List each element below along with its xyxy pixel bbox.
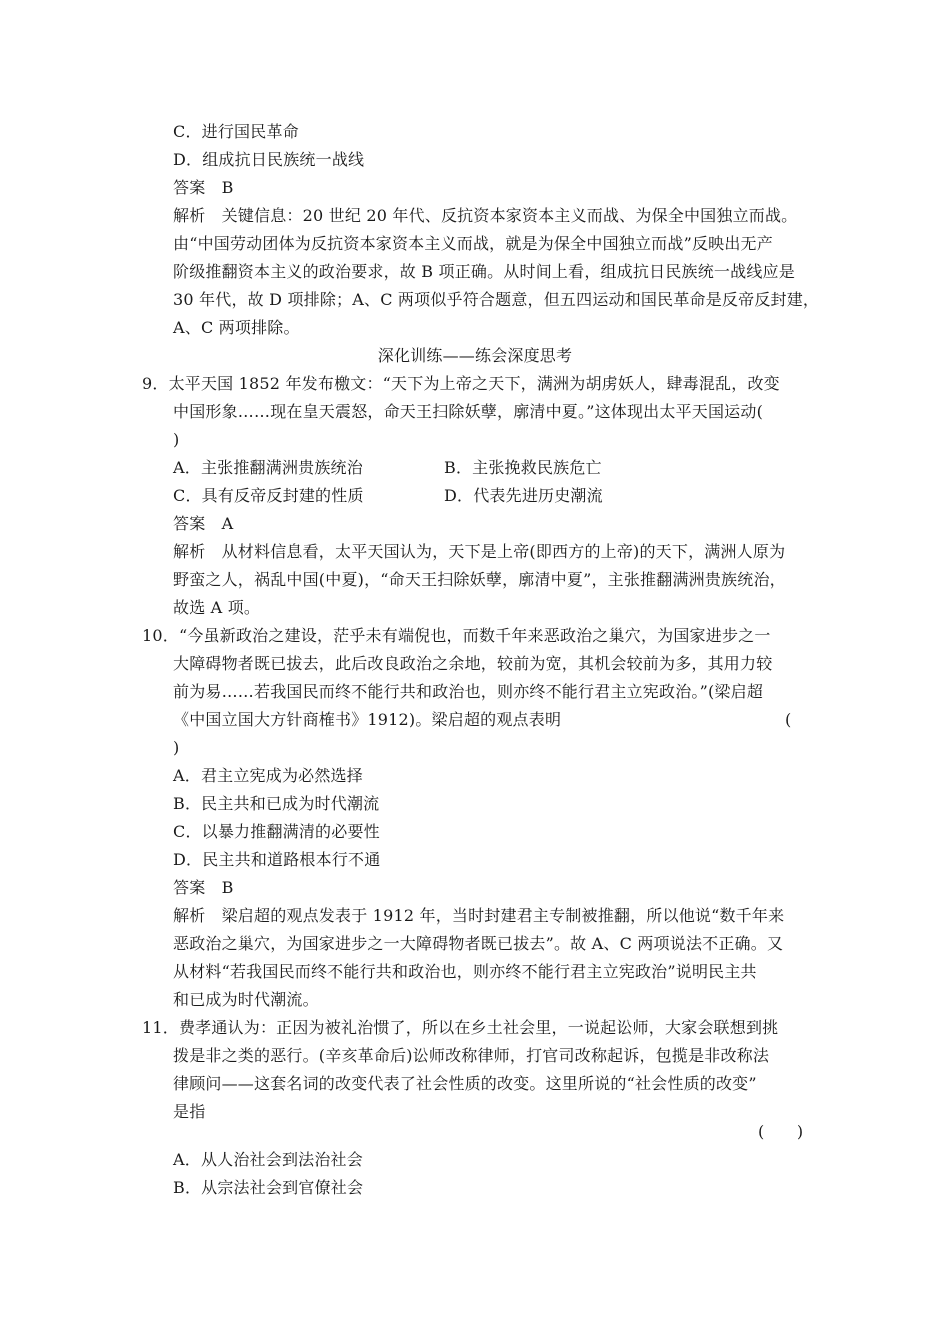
q10-option-d: D．民主共和道路根本行不通 <box>173 850 381 869</box>
q11-option-a: A．从人治社会到法治社会 <box>173 1150 363 1169</box>
q10-option-a: A．君主立宪成为必然选择 <box>173 766 363 785</box>
q8-analysis-line: 由“中国劳动团体为反抗资本家资本主义而战，就是为保全中国独立而战”反映出无产 <box>173 234 773 253</box>
q9-analysis-line: 解析 从材料信息看，太平天国认为，天下是上帝(即西方的上帝)的天下，满洲人原为 <box>173 542 786 561</box>
q11-stem-line: 是指 <box>173 1102 206 1121</box>
q11-stem-line: 律顾问——这套名词的改变代表了社会性质的改变。这里所说的“社会性质的改变” <box>173 1074 757 1093</box>
q8-option-d: D．组成抗日民族统一战线 <box>173 150 365 169</box>
q10-analysis-line: 和已成为时代潮流。 <box>173 990 319 1009</box>
q10-stem-line: 大障碍物者既已拔去，此后改良政治之余地，较前为宽，其机会较前为多，其用力较 <box>173 654 773 673</box>
q11-stem-line: 11．费孝通认为：正因为被礼治惯了，所以在乡土社会里，一说起讼师，大家会联想到挑 <box>142 1018 779 1037</box>
q10-option-b: B．民主共和已成为时代潮流 <box>173 794 380 813</box>
q10-bracket-open: ( <box>785 710 792 729</box>
q8-analysis-line: 解析 关键信息：20 世纪 20 年代、反抗资本家资本主义而战、为保全中国独立而战。 <box>173 206 798 225</box>
q9-option-a: A．主张推翻满洲贵族统治 <box>173 458 363 477</box>
q8-analysis-line: 30 年代，故 D 项排除；A、C 两项似乎符合题意，但五四运动和国民革命是反帝反封建， <box>173 290 820 309</box>
q9-option-b: B．主张挽救民族危亡 <box>444 458 602 477</box>
q9-analysis-line: 故选 A 项。 <box>173 598 261 617</box>
q10-bracket-close: ) <box>173 738 180 757</box>
q9-option-c: C．具有反帝反封建的性质 <box>173 486 364 505</box>
q9-stem-line: 9．太平天国 1852 年发布檄文：“天下为上帝之天下，满洲为胡虏妖人，肆毒混乱，改变 <box>142 374 780 393</box>
q9-option-d: D．代表先进历史潮流 <box>444 486 603 505</box>
q10-analysis-line: 解析 梁启超的观点发表于 1912 年，当时封建君主专制被推翻，所以他说“数千年来 <box>173 906 785 925</box>
q10-stem-line: 10．“今虽新政治之建设，茫乎未有端倪也，而数千年来恶政治之巢穴，为国家进步之一 <box>142 626 771 645</box>
q9-analysis-line: 野蛮之人，祸乱中国(中夏)，“命天王扫除妖孽，廓清中夏”，主张推翻满洲贵族统治， <box>173 570 786 589</box>
q11-stem-line: 拨是非之类的恶行。(辛亥革命后)讼师改称律师，打官司改称起诉，包揽是非改称法 <box>173 1046 770 1065</box>
q9-answer: 答案 A <box>173 514 234 533</box>
q10-stem-line: 前为易……若我国民而终不能行共和政治也，则亦终不能行君主立宪政治。”(梁启超 <box>173 682 764 701</box>
q10-analysis-line: 从材料“若我国民而终不能行共和政治也，则亦终不能行君主立宪政治”说明民主共 <box>173 962 757 981</box>
q10-stem-line: 《中国立国大方针商榷书》1912)。梁启超的观点表明 <box>173 710 562 729</box>
q8-analysis-line: 阶级推翻资本主义的政治要求，故 B 项正确。从时间上看，组成抗日民族统一战线应是 <box>173 262 795 281</box>
q8-analysis-line: A、C 两项排除。 <box>173 318 300 337</box>
section-title: 深化训练——练会深度思考 <box>377 346 573 365</box>
q9-stem-line: 中国形象……现在皇天震怒，命天王扫除妖孽，廓清中夏。”这体现出太平天国运动( <box>173 402 764 421</box>
q8-option-c: C．进行国民革命 <box>173 122 299 141</box>
q11-answer-bracket: ( ) <box>758 1122 804 1141</box>
q10-analysis-line: 恶政治之巢穴，为国家进步之一大障碍物者既已拔去”。故 A、C 两项说法不正确。又 <box>173 934 784 953</box>
q9-stem-line: ) <box>173 430 180 449</box>
q10-answer: 答案 B <box>173 878 234 897</box>
q8-answer: 答案 B <box>173 178 234 197</box>
q10-option-c: C．以暴力推翻满清的必要性 <box>173 822 380 841</box>
q11-option-b: B．从宗法社会到官僚社会 <box>173 1178 364 1197</box>
